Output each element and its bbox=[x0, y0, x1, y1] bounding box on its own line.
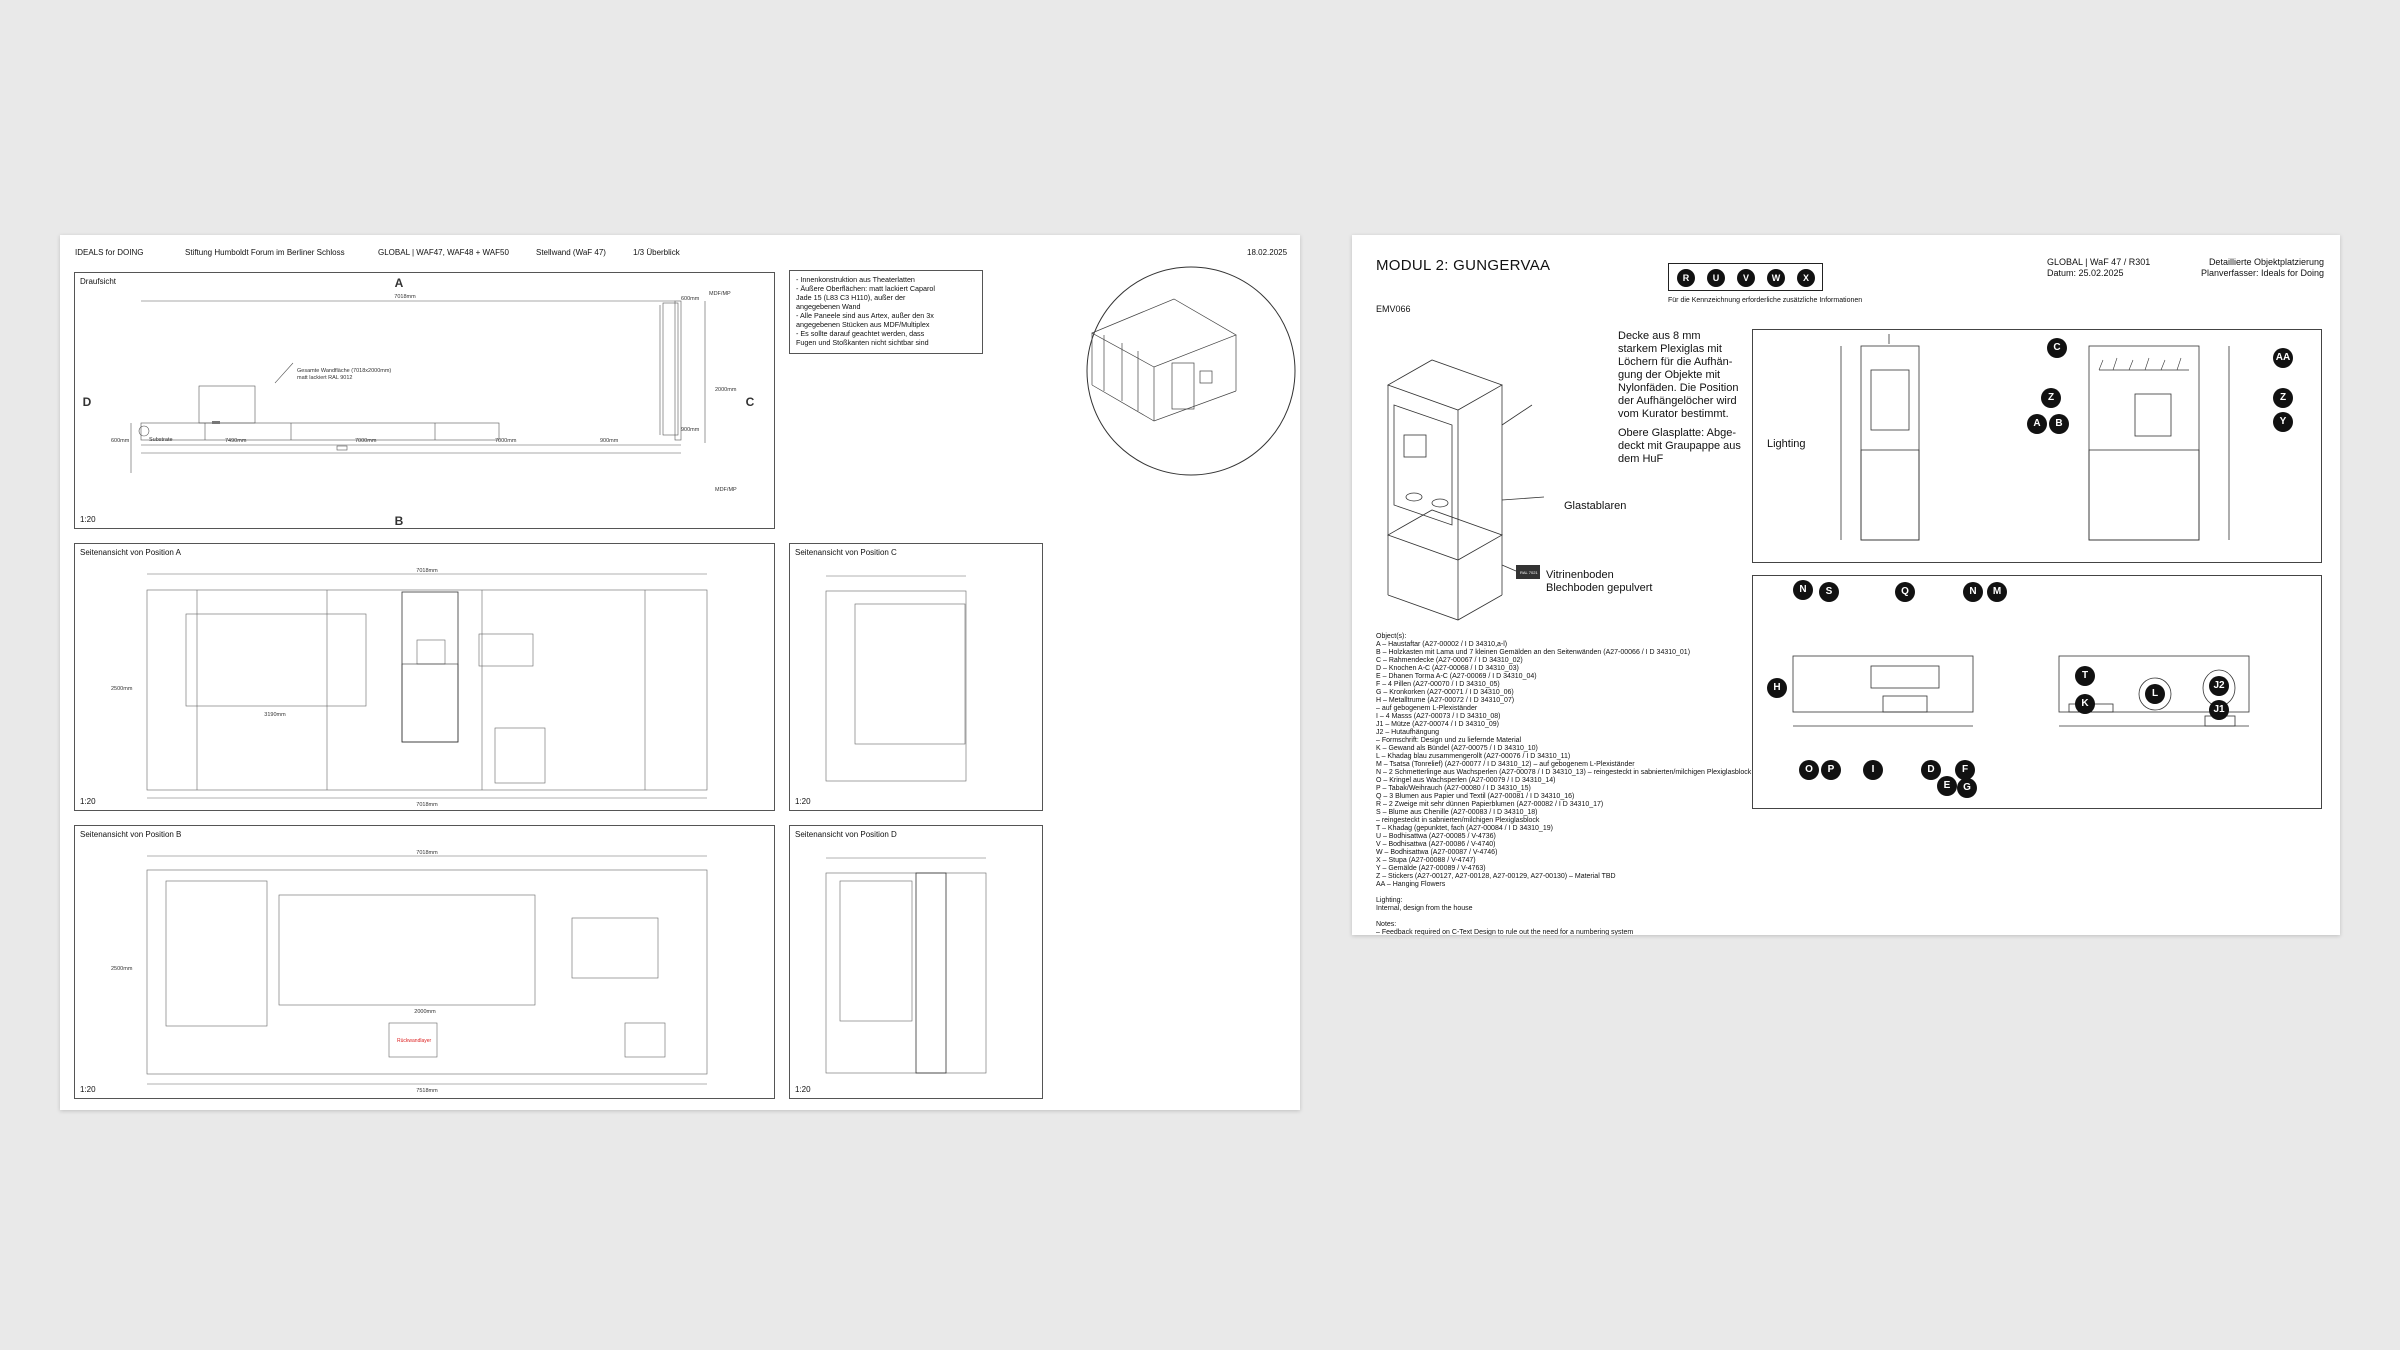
elevation-c-scale: 1:20 bbox=[795, 797, 811, 806]
marker-g: G bbox=[1957, 778, 1977, 798]
construction-notes bbox=[789, 270, 983, 354]
marker-q: Q bbox=[1895, 582, 1915, 602]
marker-h: H bbox=[1767, 678, 1787, 698]
note-line: - Äußere Oberflächen: matt lackiert Caparol bbox=[796, 284, 936, 293]
object-list-item: C – Rahmendecke (A27-00067 / I D 34310_02) bbox=[1376, 657, 1523, 664]
marker-o: O bbox=[1799, 760, 1819, 780]
marker-n-right: N bbox=[1963, 582, 1983, 602]
drawing-sheet-module bbox=[1352, 235, 2340, 935]
plan-dim-seg4: 900mm bbox=[600, 438, 619, 444]
header-date: 18.02.2025 bbox=[1247, 248, 1288, 257]
elevation-a-title: Seitenansicht von Position A bbox=[80, 548, 181, 557]
object-list-item: S – Blume aus Chenille (A27-00083 / I D 34310_18) bbox=[1376, 809, 1538, 816]
object-list-item: K – Gewand als Bündel (A27-00075 / I D 34310_10) bbox=[1376, 745, 1538, 752]
object-list-item: G – Kronkorken (A27-00071 / I D 34310_06) bbox=[1376, 689, 1514, 696]
elev-a-dim-width: 7018mm bbox=[416, 568, 438, 574]
header-project-date bbox=[2047, 257, 2150, 279]
elevation-d-drawing bbox=[790, 826, 1044, 1100]
elevation-b-panel bbox=[74, 825, 775, 1099]
module-code: EMV066 bbox=[1376, 304, 1411, 314]
callout-line: gung der Objekte mit bbox=[1618, 369, 1721, 381]
elev-b-dim-height: 2500mm bbox=[111, 966, 133, 972]
callout-line: Blechboden gepulvert bbox=[1546, 582, 1653, 594]
plan-mdf-top: MDF/MP bbox=[709, 291, 731, 297]
marker-f: F bbox=[1955, 760, 1975, 780]
object-list-item: E – Dhanen Torma A-C (A27-00069 / I D 34310_04) bbox=[1376, 673, 1537, 680]
code-badge-v: V bbox=[1737, 269, 1755, 287]
header-plan-type: Detaillierte Objektplatzierung bbox=[2208, 257, 2324, 267]
elevation-c-drawing bbox=[790, 544, 1044, 812]
elevation-c-title: Seitenansicht von Position C bbox=[795, 548, 897, 557]
elev-b-dim-width: 7018mm bbox=[416, 850, 438, 856]
object-list-item: H – Metalltrume (A27-00072 / I D 34310_07) bbox=[1376, 697, 1515, 704]
marker-z-right: Z bbox=[2273, 388, 2293, 408]
note-line: Jade 15 (L83 C3 H110), außer der bbox=[796, 293, 906, 302]
header-planner bbox=[2192, 257, 2324, 279]
object-list-item: A – Haustaftar (A27-00002 / I D 34310,a-l) bbox=[1376, 641, 1508, 648]
marker-p: P bbox=[1821, 760, 1841, 780]
elevation-a-drawing bbox=[75, 544, 776, 812]
callout-ceiling bbox=[1618, 330, 1741, 466]
callout-line: dem HuF bbox=[1618, 453, 1664, 465]
header-office: IDEALS for DOING bbox=[75, 248, 144, 257]
plan-dim-side: 900mm bbox=[681, 427, 700, 433]
header-element: Stellwand (WaF 47) bbox=[536, 248, 606, 257]
object-list-item: W – Bodhisattwa (A27-00087 / V-4746) bbox=[1376, 849, 1498, 856]
marker-t: T bbox=[2075, 666, 2095, 686]
object-list-item: J1 – Mütze (A27-00074 / I D 34310_09) bbox=[1376, 721, 1499, 728]
object-list-item: Object(s): bbox=[1376, 633, 1407, 640]
object-list-item: U – Bodhisattwa (A27-00085 / V-4736) bbox=[1376, 833, 1496, 840]
header-client: Stiftung Humboldt Forum im Berliner Schloss bbox=[185, 248, 345, 257]
plan-wall-note-ral: matt lackiert RAL 9012 bbox=[297, 375, 353, 381]
plan-dim-width: 7018mm bbox=[394, 294, 416, 300]
callout-line: Obere Glasplatte: Abge- bbox=[1618, 427, 1737, 439]
marker-m: M bbox=[1987, 582, 2007, 602]
object-list-item: J2 – Hutaufhängung bbox=[1376, 729, 1440, 736]
code-badge-w: W bbox=[1767, 269, 1785, 287]
elevation-b-title: Seitenansicht von Position B bbox=[80, 830, 182, 839]
note-line: angegebenen Wand bbox=[796, 302, 861, 311]
object-list-item: – Feedback required on C-Text Design to rule out the need for a numbering system bbox=[1376, 929, 1634, 935]
elevation-c-panel bbox=[789, 543, 1043, 811]
marker-s: S bbox=[1819, 582, 1839, 602]
object-list-item: T – Khadag (gepunktet, fach (A27-00084 / I D 34310_19) bbox=[1376, 825, 1553, 832]
object-list-item: D – Knochen A-C (A27-00068 / I D 34310_03) bbox=[1376, 665, 1519, 672]
object-list-item: – Formschrift: Design und zu liefernde Material bbox=[1376, 737, 1522, 744]
marker-e: E bbox=[1937, 776, 1957, 796]
plan-substrate: Substrate bbox=[149, 437, 173, 443]
object-list-item: M – Tsatsa (Tonrelief) (A27-00077 / I D 34310_12) – auf gebogenem L-Plexiständer bbox=[1376, 761, 1635, 768]
elevation-panel bbox=[1752, 329, 2322, 563]
marker-b: B bbox=[2049, 414, 2069, 434]
marker-i: I bbox=[1863, 760, 1883, 780]
callout-glass-shelves: Glastablaren bbox=[1564, 500, 1627, 512]
plan-dim-depth: 600mm bbox=[111, 438, 130, 444]
marker-a: A bbox=[2027, 414, 2047, 434]
header-date: Datum: 25.02.2025 bbox=[2047, 268, 2124, 278]
elev-b-dim-bottom: 7518mm bbox=[416, 1088, 438, 1094]
code-badge-x: X bbox=[1797, 269, 1815, 287]
note-line: - Alle Paneele sind aus Artex, außer den 3x bbox=[796, 311, 934, 320]
object-list-item: Notes: bbox=[1376, 921, 1397, 928]
header-author: Planverfasser: Ideals for Doing bbox=[2200, 268, 2324, 278]
plan-wall-note: Gesamte Wandfläche (7018x2000mm) bbox=[297, 368, 392, 374]
object-list-item bbox=[1376, 889, 1706, 897]
plan-view-drawing bbox=[75, 273, 776, 530]
marker-c: C bbox=[2047, 338, 2067, 358]
object-list-item: – reingesteckt in sabnierten/milchigen Plexiglasblock bbox=[1376, 817, 1540, 824]
plan-marker-a: A bbox=[394, 276, 404, 290]
elevation-b-scale: 1:20 bbox=[80, 1085, 96, 1094]
plan-dim-height: 2000mm bbox=[715, 387, 737, 393]
marker-l: L bbox=[2145, 684, 2165, 704]
elev-b-dim-panel: 2000mm bbox=[414, 1009, 436, 1015]
plan-dim-seg1: 7490mm bbox=[225, 438, 247, 444]
object-list-item: O – Kringel aus Wachsperlen (A27-00079 / I D 34310_14) bbox=[1376, 777, 1556, 784]
object-list-item: Q – 3 Blumen aus Papier und Textil (A27-00081 / I D 34310_16) bbox=[1376, 793, 1575, 800]
header-project: GLOBAL | WaF 47 / R301 bbox=[2047, 257, 2151, 267]
plan-view-scale: 1:20 bbox=[80, 515, 96, 524]
object-list-item: – auf gebogenem L-Plexiständer bbox=[1376, 705, 1478, 712]
callout-line: Decke aus 8 mm bbox=[1618, 330, 1701, 342]
plan-dim-top: 600mm bbox=[681, 296, 700, 302]
plan-panel bbox=[1752, 575, 2322, 809]
marker-k: K bbox=[2075, 694, 2095, 714]
object-list-item: L – Khadag blau zusammengerollt (A27-00076 / I D 34310_11) bbox=[1376, 753, 1571, 760]
elevation-d-scale: 1:20 bbox=[795, 1085, 811, 1094]
object-list-item: Internal, design from the house bbox=[1376, 905, 1473, 912]
elev-b-red-label: Rückwandlayer bbox=[397, 1038, 432, 1044]
plan-dim-seg3: 7000mm bbox=[495, 438, 517, 444]
note-line: - Es sollte darauf geachtet werden, dass bbox=[796, 329, 925, 338]
object-list-item: F – 4 Pillen (A27-00070 / I D 34310_05) bbox=[1376, 681, 1500, 688]
plan-dim-seg2: 7000mm bbox=[355, 438, 377, 444]
elevation-a-panel bbox=[74, 543, 775, 811]
code-badge-u: U bbox=[1707, 269, 1725, 287]
callout-line: deckt mit Graupappe aus bbox=[1618, 440, 1741, 452]
marker-d: D bbox=[1921, 760, 1941, 780]
ral-tag: RAL 7021 bbox=[1520, 570, 1538, 575]
marker-y: Y bbox=[2273, 412, 2293, 432]
plan-mdf-bottom: MDF/MP bbox=[715, 487, 737, 493]
elevation-d-panel bbox=[789, 825, 1043, 1099]
module-title: MODUL 2: GUNGERVAA bbox=[1376, 257, 1551, 274]
callout-line: vom Kurator bestimmt. bbox=[1618, 408, 1729, 420]
object-list-item: B – Holzkasten mit Lama und 7 kleinen Gemälden an den Seitenwänden (A27-00066 / I D 34310_01) bbox=[1376, 649, 1691, 656]
marker-aa: AA bbox=[2273, 348, 2293, 368]
callout-line: starkem Plexiglas mit bbox=[1618, 343, 1722, 355]
object-list-item: N – 2 Schmetterlinge aus Wachsperlen (A27-00078 / I D 34310_13) – reingesteckt in sabnierten/milchigen Plexiglasblock bbox=[1376, 769, 1752, 776]
object-list-item: Lighting: bbox=[1376, 897, 1403, 904]
note-line: - Innenkonstruktion aus Theaterlatten bbox=[796, 275, 915, 284]
callout-floor bbox=[1546, 569, 1652, 595]
object-list-item: X – Stupa (A27-00088 / V-4747) bbox=[1376, 857, 1476, 864]
header-project: GLOBAL | WAF47, WAF48 + WAF50 bbox=[378, 248, 509, 257]
marker-z-left: Z bbox=[2041, 388, 2061, 408]
marker-n: N bbox=[1793, 580, 1813, 600]
callout-line: der Aufhängelöcher wird bbox=[1618, 395, 1737, 407]
plan-marker-d: D bbox=[82, 395, 92, 409]
elevation-a-scale: 1:20 bbox=[80, 797, 96, 806]
object-list-item: Y – Gemälde (A27-00089 / V-4763) bbox=[1376, 865, 1486, 872]
elev-a-dim-panel: 3190mm bbox=[264, 712, 286, 718]
object-list-item bbox=[1376, 913, 1706, 921]
object-list-item: AA – Hanging Flowers bbox=[1376, 881, 1446, 888]
code-note: Für die Kennzeichnung erforderliche zusätzliche Informationen bbox=[1668, 297, 1863, 304]
object-list-item: P – Tabak/Weihrauch (A27-00080 / I D 34310_15) bbox=[1376, 785, 1531, 792]
plan-view-panel bbox=[74, 272, 775, 529]
callout-line: Nylonfäden. Die Position bbox=[1618, 382, 1739, 394]
drawing-sheet-overview bbox=[60, 235, 1300, 1110]
elev-a-dim-height: 2500mm bbox=[111, 686, 133, 692]
elevation-d-title: Seitenansicht von Position D bbox=[795, 830, 897, 839]
object-list-item: V – Bodhisattwa (A27-00086 / V-4740) bbox=[1376, 841, 1496, 848]
lighting-label: Lighting bbox=[1767, 438, 1806, 450]
object-list-item: I – 4 Masss (A27-00073 / I D 34310_08) bbox=[1376, 713, 1501, 720]
note-line: angegebenen Stücken aus MDF/Multiplex bbox=[796, 320, 930, 329]
object-list bbox=[1376, 633, 1752, 935]
elevation-b-drawing bbox=[75, 826, 776, 1100]
marker-j2: J2 bbox=[2209, 676, 2229, 696]
object-list-item: R – 2 Zweige mit sehr dünnen Papierblumen (A27-00082 / I D 34310_17) bbox=[1376, 801, 1604, 808]
marker-j1: J1 bbox=[2209, 700, 2229, 720]
note-line: Fugen und Stoßkanten nicht sichtbar sind bbox=[796, 338, 929, 347]
showcase-elevations bbox=[1753, 330, 2323, 564]
header-page: 1/3 Überblick bbox=[633, 248, 680, 257]
plan-marker-c: C bbox=[745, 395, 755, 409]
plan-marker-b: B bbox=[394, 514, 404, 528]
elev-a-dim-bottom: 7018mm bbox=[416, 802, 438, 808]
object-list-item: Z – Stickers (A27-00127, A27-00128, A27-00129, A27-00130) – Material TBD bbox=[1376, 873, 1616, 880]
callout-line: Löchern für die Aufhän- bbox=[1618, 356, 1733, 368]
callout-line: Vitrinenboden bbox=[1546, 569, 1614, 581]
plan-view-title: Draufsicht bbox=[80, 277, 117, 286]
code-badge-r: R bbox=[1677, 269, 1695, 287]
